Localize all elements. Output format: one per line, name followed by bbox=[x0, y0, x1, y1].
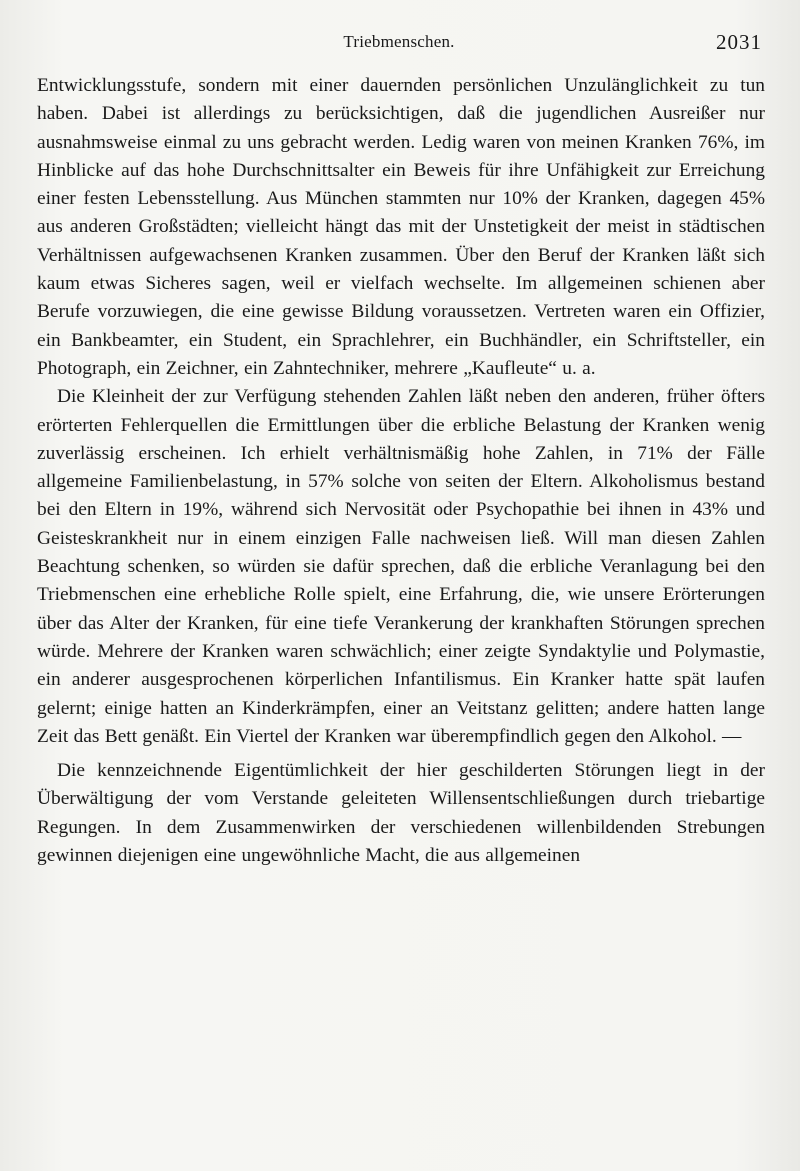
running-header bbox=[36, 32, 762, 60]
paragraph-3: Die kennzeichnende Eigentümlichkeit der hier geschilderten Störungen liegt in der Überwältigung der vom Verstande geleiteten Willensentschließungen durch triebartige Regungen. In dem Zusammenwirken der verschiedenen willenbildenden Strebungen gewinnen diejenigen eine ungewöhnliche Macht, die aus allgemeinen bbox=[37, 760, 765, 867]
page-number: 2031 bbox=[716, 30, 762, 54]
body-text bbox=[37, 72, 765, 870]
paragraph-1: Entwicklungsstufe, sondern mit einer dauernden persönlichen Unzulänglichkeit zu tun haben. Dabei ist allerdings zu berücksichtigen, daß die jugendlichen Ausreißer nur ausnahmsweise einmal zu uns gebracht werden. Ledig waren von meinen Kranken 76%, im Hinblicke auf das hohe Durchschnittsalter ein Beweis für ihre Unfähigkeit zur Erreichung einer festen Lebensstellung. Aus München stammten nur 10% der Kranken, dagegen 45% aus anderen Großstädten; vielleicht hängt das mit der Unstetigkeit der meist in städtischen Verhältnissen aufgewachsenen Kranken zusammen. Über den Beruf der Kranken läßt sich kaum etwas Sicheres sagen, weil er vielfach wechselte. Im allgemeinen schienen aber Berufe vorzuwiegen, die eine gewisse Bildung voraussetzen. Vertreten waren ein Offizier, ein Bankbeamter, ein Student, ein Sprachlehrer, ein Buchhändler, ein Schriftsteller, ein Photograph, ein Zeichner, ein Zahntechniker, mehrere „Kaufleute“ u. a. bbox=[37, 75, 765, 379]
paragraph-2: Die Kleinheit der zur Verfügung stehenden Zahlen läßt neben den anderen, früher öfters erörterten Fehlerquellen die Ermittlungen über die erbliche Belastung der Kranken wenig zuverlässig erscheinen. Ich erhielt verhältnismäßig hohe Zahlen, in 71% der Fälle allgemeine Familienbelastung, in 57% solche von seiten der Eltern. Alkoholismus bestand bei den Eltern in 19%, während sich Nervosität oder Psychopathie bei ihnen in 43% und Geisteskrankheit nur in einem einzigen Falle nachweisen ließ. Will man diesen Zahlen Beachtung schenken, so würden sie dafür sprechen, daß die erbliche Veranlagung bei den Triebmenschen eine erhebliche Rolle spielt, eine Erfahrung, die, wie unsere Erörterungen über das Alter der Kranken, für eine tiefe Verankerung der krankhaften Störungen sprechen würde. Mehrere der Kranken waren schwächlich; einer zeigte Syndaktylie und Polymastie, ein anderer ausgesprochenen körperlichen Infantilismus. Ein Kranker hatte spät laufen gelernt; einige hatten an Kinderkrämpfen, einer an Veitstanz gelitten; andere hatten lange Zeit das Bett genäßt. Ein Viertel der Kranken war überempfindlich gegen den Alkohol. — bbox=[37, 386, 765, 747]
running-title: Triebmenschen. bbox=[343, 32, 455, 51]
